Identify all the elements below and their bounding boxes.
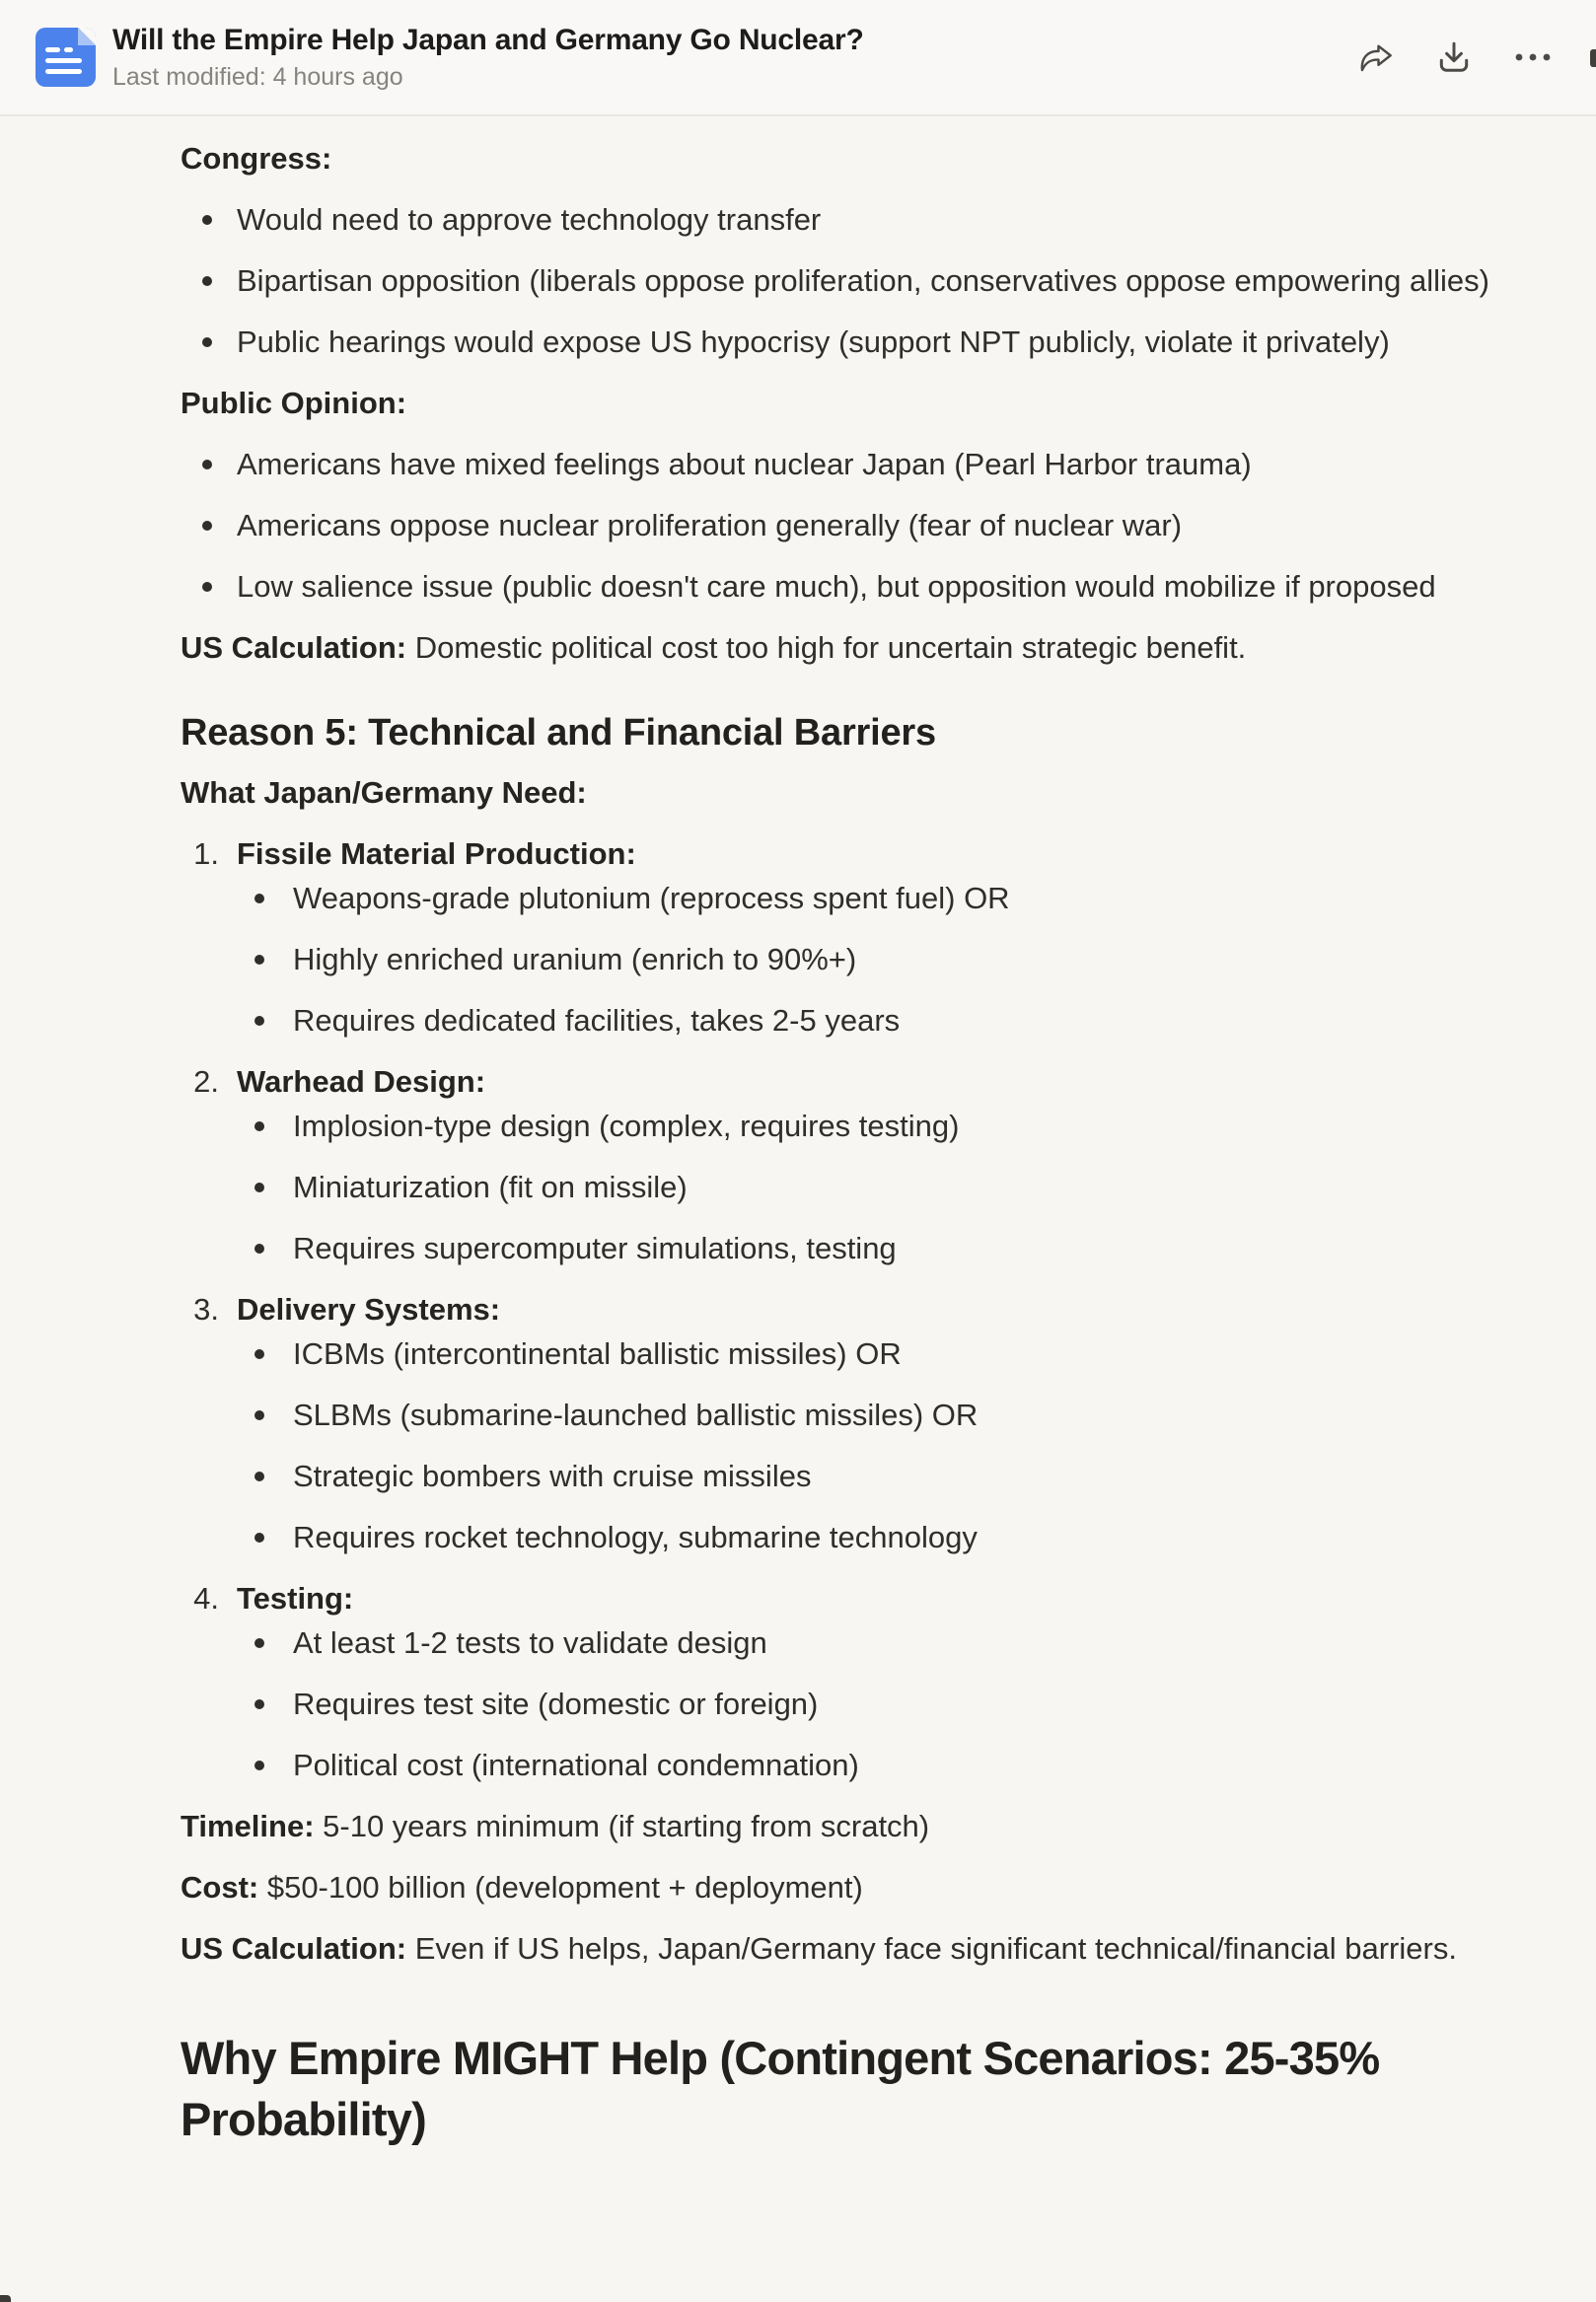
list-item-text: Requires test site (domestic or foreign) [293,1687,819,1721]
numbered-item-label: Warhead Design: [237,1064,486,1099]
bullet-icon [254,1244,264,1254]
numbered-list-item [181,1576,1539,1804]
share-button[interactable] [1355,37,1395,77]
list-item-text: Americans oppose nuclear proliferation generally (fear of nuclear war) [237,508,1183,542]
bullet-marker [181,503,237,547]
list-number: 2. [193,1064,219,1099]
bullet-icon [254,1533,264,1543]
list-item-text: Weapons-grade plutonium (reprocess spent fuel) OR [293,881,1010,915]
download-button[interactable] [1434,37,1474,77]
bullet-icon [254,894,264,903]
sub-bullet-list [237,1104,1539,1270]
bullet-marker [237,1104,293,1148]
bullet-icon [254,1410,264,1420]
sub-list-item [237,1104,1539,1148]
paragraph-bold-label: Congress: [181,141,332,176]
numbered-item-body [237,1059,1539,1287]
list-number: 3. [193,1292,219,1327]
document-title: Will the Empire Help Japan and Germany Go Nuclear? [112,24,864,56]
list-item [181,442,1539,486]
bullet-marker [237,876,293,920]
list-item-text: At least 1-2 tests to validate design [293,1625,767,1660]
page-heading: Why Empire MIGHT Help (Contingent Scenarios: 25-35% Probability) [181,2032,1380,2145]
list-item-text: Requires rocket technology, submarine technology [293,1520,978,1554]
sub-list-item [237,876,1539,920]
bullet-icon [254,1472,264,1481]
bullet-marker [237,1226,293,1270]
numbered-item-label: Fissile Material Production: [237,836,636,871]
paragraph-bold-label: US Calculation: [181,1931,407,1966]
bullet-icon [254,1699,264,1709]
bullet-marker [181,564,237,609]
bullet-marker [237,1393,293,1437]
bullet-marker [181,197,237,242]
sub-list-item [237,1165,1539,1209]
paragraph-bold-label: Timeline: [181,1809,315,1843]
paragraph: US Calculation: Even if US helps, Japan/Germany face significant technical/financial barriers. [181,1931,1457,1966]
list-item-text: Political cost (international condemnation) [293,1748,859,1782]
list-number: 1. [193,836,219,871]
bullet-icon [202,460,212,469]
sub-list-item [237,1226,1539,1270]
list-item [181,564,1539,609]
bullet-marker [237,1515,293,1559]
bullet-marker [181,442,237,486]
list-item [181,197,1539,242]
paragraph [181,381,1539,425]
bullet-marker [237,998,293,1043]
sub-list-item [237,1515,1539,1559]
bullet-marker [237,1331,293,1376]
sub-list-item [237,1620,1539,1665]
bullet-icon [202,276,212,286]
viewer-header [0,0,1596,116]
list-item [181,503,1539,547]
google-docs-icon [36,28,96,87]
sub-bullet-list [237,1331,1539,1559]
numbered-list-item [181,1059,1539,1287]
list-item-text: Strategic bombers with cruise missiles [293,1459,812,1493]
list-item-text: Requires supercomputer simulations, testing [293,1231,897,1265]
doc-icon-text-lines [45,47,82,80]
paragraph-bold-label: Cost: [181,1870,259,1905]
numbered-item-body [237,1576,1539,1804]
more-options-button[interactable] [1513,37,1553,77]
bullet-icon [254,955,264,965]
numbered-item-label: Delivery Systems: [237,1292,501,1327]
list-item-text: Miniaturization (fit on missile) [293,1170,688,1204]
sub-list-item [237,1331,1539,1376]
list-item-text: Requires dedicated facilities, takes 2-5 years [293,1003,901,1038]
bullet-icon [202,337,212,347]
bullet-icon [254,1016,264,1026]
paragraph: Cost: $50-100 billion (development + deployment) [181,1870,863,1905]
sub-bullet-list [237,876,1539,1043]
list-item-text: Americans have mixed feelings about nuclear Japan (Pearl Harbor trauma) [237,447,1252,481]
list-item [181,258,1539,303]
doc-icon-fold [78,28,96,45]
numbered-item-label: Testing: [237,1581,354,1616]
list-number: 4. [193,1581,219,1616]
list-item-text: SLBMs (submarine-launched ballistic missiles) OR [293,1398,979,1432]
bullet-icon [202,215,212,225]
bullet-list [181,197,1539,364]
document-content [0,116,1596,2150]
sub-list-item [237,1743,1539,1787]
bullet-marker [237,937,293,981]
bullet-marker [237,1620,293,1665]
bullet-marker [181,258,237,303]
section-heading: Reason 5: Technical and Financial Barriers [181,712,936,754]
paragraph-bold-label: US Calculation: [181,630,407,665]
paragraph: Timeline: 5-10 years minimum (if starting from scratch) [181,1809,930,1843]
sub-list-item [237,1393,1539,1437]
bullet-icon [202,582,212,592]
bullet-marker [237,1454,293,1498]
bullet-marker [237,1165,293,1209]
sub-list-item [237,998,1539,1043]
numbered-list-item [181,831,1539,1059]
paragraph-bold-label: Public Opinion: [181,386,407,420]
bullet-icon [254,1761,264,1770]
bullet-icon [254,1349,264,1359]
bullet-list [181,442,1539,609]
list-item-text: Low salience issue (public doesn't care much), but opposition would mobilize if proposed [237,569,1436,604]
paragraph: US Calculation: Domestic political cost too high for uncertain strategic benefit. [181,630,1247,665]
share-icon [1355,38,1395,76]
header-actions [1355,37,1553,77]
sub-list-item [237,1682,1539,1726]
sub-list-item [237,1454,1539,1498]
numbered-item-body [237,831,1539,1059]
list-item-text: Public hearings would expose US hypocrisy (support NPT publicly, violate it privately) [237,324,1390,359]
list-item [181,320,1539,364]
numbered-item-body [237,1287,1539,1576]
paragraph [181,770,1539,815]
paragraph-bold-label: What Japan/Germany Need: [181,775,587,810]
sub-list-item [237,937,1539,981]
bullet-icon [254,1121,264,1131]
bullet-icon [202,521,212,531]
numbered-list [181,831,1539,1804]
list-item-text: Implosion-type design (complex, requires testing) [293,1109,960,1143]
ellipsis-icon [1514,52,1552,62]
header-titles [112,23,864,92]
cutoff-element-right-edge [1590,49,1596,67]
bullet-marker [237,1682,293,1726]
bullet-icon [254,1183,264,1192]
list-item-text: Would need to approve technology transfer [237,202,822,237]
download-icon [1436,38,1472,76]
list-item-text: ICBMs (intercontinental ballistic missiles) OR [293,1336,902,1371]
bullet-icon [254,1638,264,1648]
paragraph [181,136,1539,180]
list-item-text: Highly enriched uranium (enrich to 90%+) [293,942,857,976]
list-item-text: Bipartisan opposition (liberals oppose proliferation, conservatives oppose empowering allies) [237,263,1489,298]
numbered-list-item [181,1287,1539,1576]
sub-bullet-list [237,1620,1539,1787]
last-modified-label: Last modified: 4 hours ago [112,63,403,91]
bullet-marker [237,1743,293,1787]
bullet-marker [181,320,237,364]
cutoff-element-bottom-left [0,2295,11,2302]
